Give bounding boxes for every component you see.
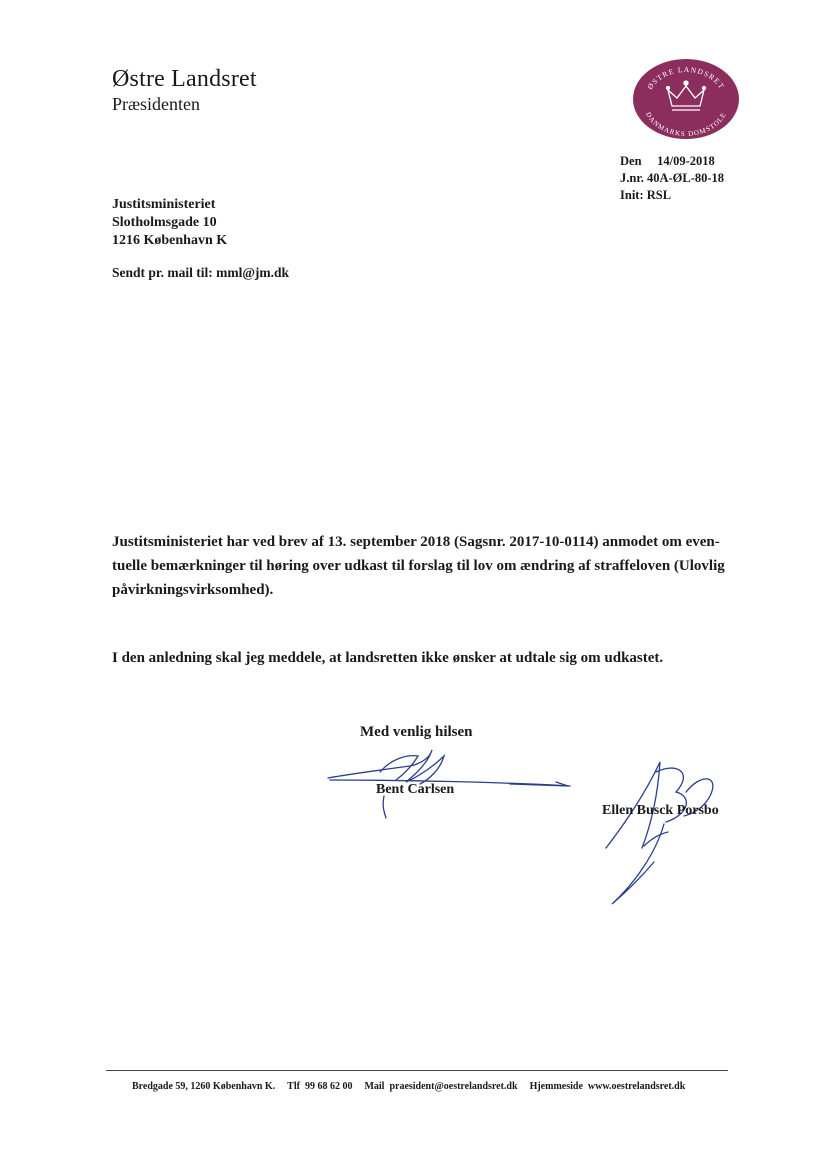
- recipient-address: [112, 196, 227, 250]
- footer-web: Hjemmeside www.oestrelandsret.dk: [529, 1081, 686, 1092]
- body-paragraph-1: [112, 530, 737, 602]
- footer-phone: Tlf 99 68 62 00: [287, 1081, 353, 1092]
- footer-address: Bredgade 59, 1260 København K.: [132, 1081, 276, 1092]
- body-line: påvirkningsvirksomhed).: [112, 582, 274, 598]
- date-value: 14/09-2018: [657, 154, 715, 168]
- initials: Init: RSL: [620, 188, 672, 202]
- svg-text:ØSTRE LANDSRET: ØSTRE LANDSRET: [645, 64, 727, 91]
- organization-name: Østre Landsret: [112, 66, 257, 92]
- recipient-name: Justitsministeriet: [112, 197, 216, 212]
- reference-block: [620, 153, 724, 204]
- recipient-city: 1216 København K: [112, 233, 228, 248]
- footer-divider: [106, 1070, 728, 1071]
- court-seal: [632, 58, 740, 140]
- signatory-1-name: Bent Carlsen: [376, 782, 455, 797]
- date-label: Den: [620, 154, 642, 168]
- date-line: [620, 153, 724, 170]
- closing-greeting: Med venlig hilsen: [360, 724, 473, 740]
- svg-text:DANMARKS DOMSTOLE: DANMARKS DOMSTOLE: [644, 110, 728, 139]
- footer: [132, 1081, 697, 1092]
- body-line: tuelle bemærkninger til høring over udkast til forslag til lov om ændring af straffeloven (Ulovlig: [112, 558, 725, 574]
- signatory-2-name: Ellen Busck Porsbo: [602, 803, 719, 818]
- footer-mail: Mail praesident@oestrelandsret.dk: [364, 1081, 518, 1092]
- sent-via-email: Sendt pr. mail til: mml@jm.dk: [112, 265, 290, 280]
- body-line: Justitsministeriet har ved brev af 13. september 2018 (Sagsnr. 2017-10-0114) anmodet om even-: [112, 534, 720, 550]
- signature-ellen-busck-porsbo: [596, 752, 736, 912]
- body-paragraph-2: I den anledning skal jeg meddele, at landsretten ikke ønsker at udtale sig om udkastet.: [112, 650, 664, 666]
- organization-subtitle: Præsidenten: [112, 94, 200, 114]
- recipient-street: Slotholmsgade 10: [112, 215, 217, 230]
- journal-number: J.nr. 40A-ØL-80-18: [620, 171, 725, 185]
